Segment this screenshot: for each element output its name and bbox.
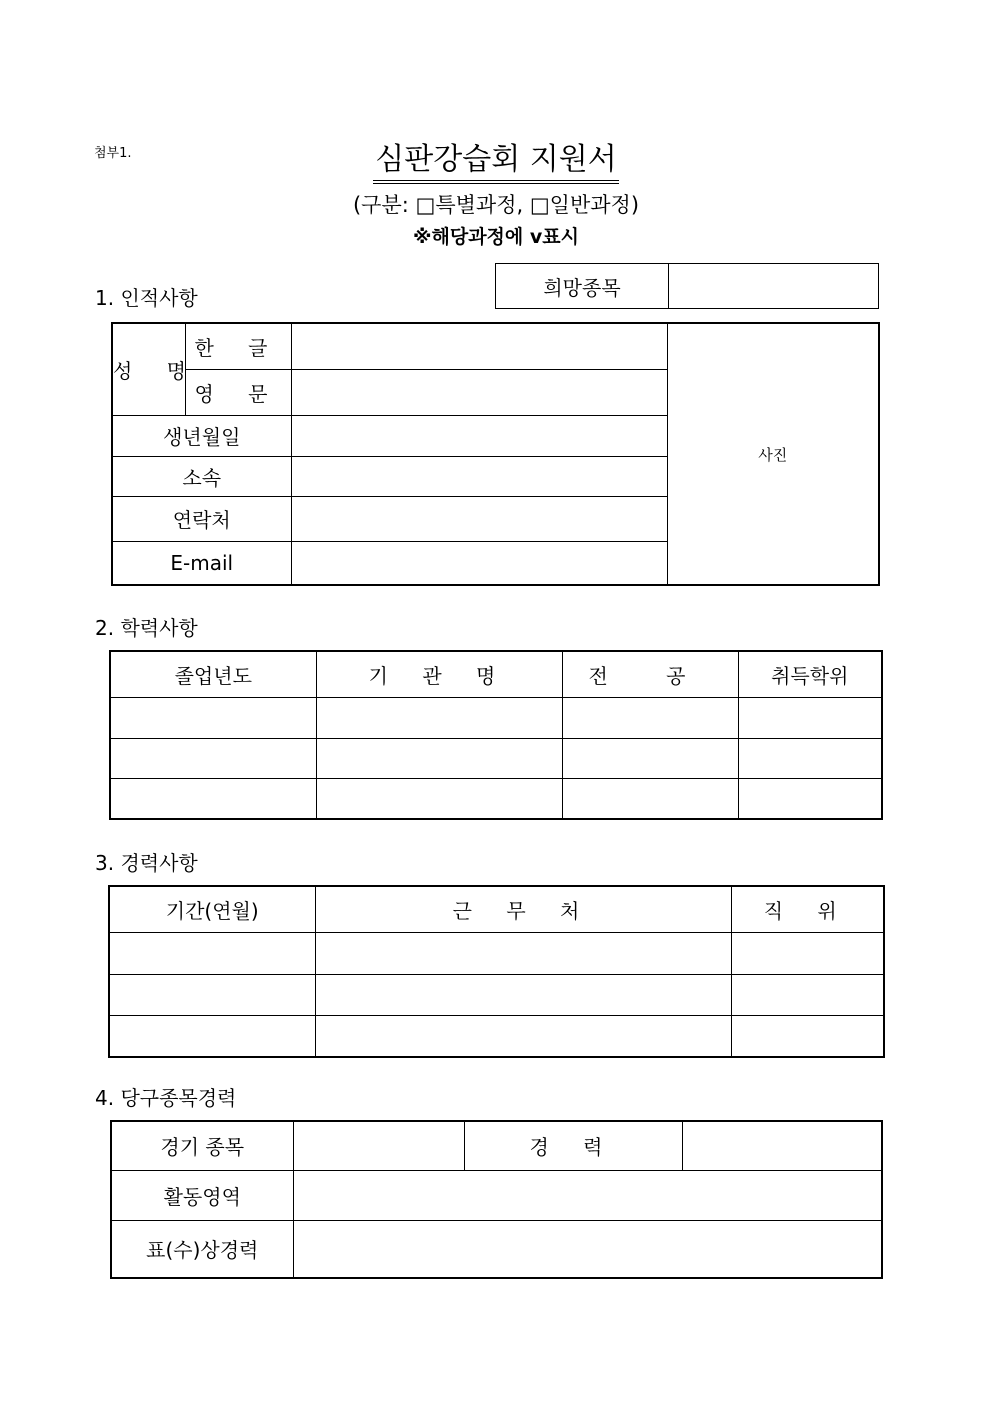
awards-field[interactable]	[293, 1220, 882, 1278]
english-name-label: 영 문	[185, 369, 291, 415]
education-cell[interactable]	[738, 697, 882, 738]
korean-name-field[interactable]	[291, 323, 667, 369]
birth-date-label: 생년월일	[112, 415, 291, 456]
event-label: 경기 종목	[111, 1121, 293, 1170]
personal-info-table	[111, 322, 880, 586]
affiliation-label: 소속	[112, 456, 291, 496]
career-cell[interactable]	[315, 974, 731, 1015]
table-row	[110, 738, 882, 778]
education-header-degree: 취득학위	[738, 651, 882, 697]
photo-placeholder[interactable]: 사진	[667, 323, 879, 585]
page-title-wrap	[0, 140, 992, 184]
career-cell[interactable]	[731, 974, 884, 1015]
contact-label: 연락처	[112, 496, 291, 541]
korean-name-label: 한 글	[185, 323, 291, 369]
education-table	[109, 650, 883, 820]
education-cell[interactable]	[738, 778, 882, 819]
section-billiards-title: 4. 당구종목경력	[95, 1086, 237, 1110]
career-cell[interactable]	[731, 1015, 884, 1057]
career-header-workplace: 근 무 처	[315, 886, 731, 932]
education-cell[interactable]	[316, 697, 562, 738]
instruction-note: ※해당과정에 v표시	[413, 226, 579, 248]
education-header-institution: 기 관 명	[316, 651, 562, 697]
table-row	[110, 697, 882, 738]
english-name-field[interactable]	[291, 369, 667, 415]
event-field[interactable]	[293, 1121, 464, 1170]
table-row	[109, 932, 884, 974]
email-field[interactable]	[291, 541, 667, 585]
career-cell[interactable]	[109, 974, 315, 1015]
section-education-title: 2. 학력사항	[95, 616, 198, 640]
awards-label: 표(수)상경력	[111, 1220, 293, 1278]
education-cell[interactable]	[562, 738, 738, 778]
career-cell[interactable]	[315, 932, 731, 974]
name-label: 성 명	[112, 323, 185, 415]
education-cell[interactable]	[562, 778, 738, 819]
activity-area-label: 활동영역	[111, 1170, 293, 1220]
education-cell[interactable]	[316, 738, 562, 778]
career-cell[interactable]	[315, 1015, 731, 1057]
education-cell[interactable]	[316, 778, 562, 819]
career-table	[108, 885, 885, 1058]
career-years-field[interactable]	[682, 1121, 882, 1170]
desired-event-label: 희망종목	[496, 264, 669, 309]
course-type-options: (구분: □특별과정, □일반과정)	[352, 193, 640, 217]
career-years-label: 경 력	[464, 1121, 682, 1170]
activity-area-field[interactable]	[293, 1170, 882, 1220]
career-cell[interactable]	[109, 932, 315, 974]
affiliation-field[interactable]	[291, 456, 667, 496]
email-label: E-mail	[112, 541, 291, 585]
section-personal-title: 1. 인적사항	[95, 286, 198, 310]
section-career-title: 3. 경력사항	[95, 851, 198, 875]
education-cell[interactable]	[110, 738, 316, 778]
career-cell[interactable]	[109, 1015, 315, 1057]
table-row	[109, 1015, 884, 1057]
education-cell[interactable]	[110, 778, 316, 819]
table-row	[110, 778, 882, 819]
birth-date-field[interactable]	[291, 415, 667, 456]
attachment-label: 첨부1.	[94, 146, 132, 161]
career-header-position: 직 위	[731, 886, 884, 932]
page-title: 심판강습회 지원서	[373, 140, 618, 184]
education-header-major: 전 공	[562, 651, 738, 697]
contact-field[interactable]	[291, 496, 667, 541]
career-cell[interactable]	[731, 932, 884, 974]
education-cell[interactable]	[110, 697, 316, 738]
education-cell[interactable]	[562, 697, 738, 738]
billiards-career-table	[110, 1120, 883, 1279]
education-cell[interactable]	[738, 738, 882, 778]
desired-event-field[interactable]	[669, 264, 879, 309]
education-header-year: 졸업년도	[110, 651, 316, 697]
career-header-period: 기간(연월)	[109, 886, 315, 932]
table-row	[109, 974, 884, 1015]
desired-event-table	[495, 263, 879, 309]
